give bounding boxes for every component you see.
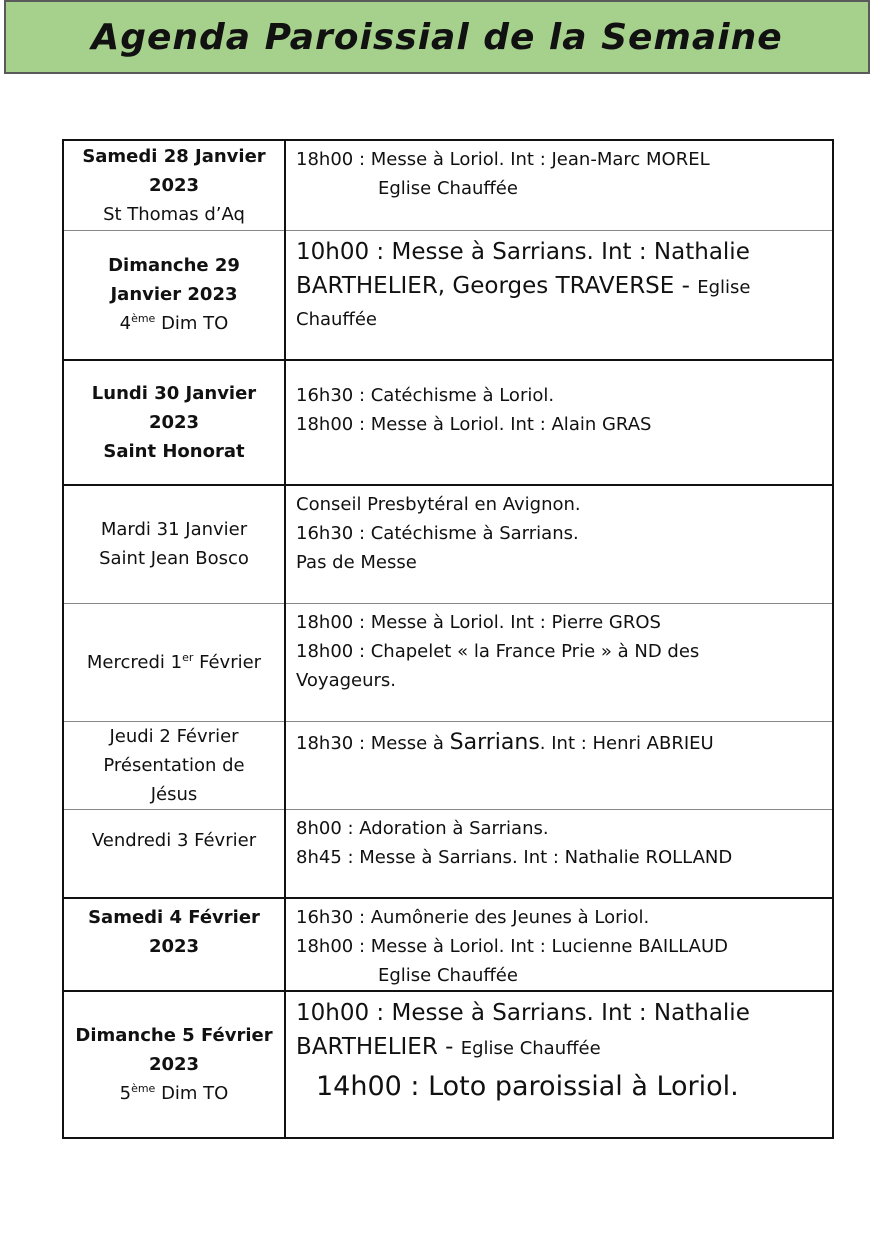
liturgy-suffix: ème [131,1082,156,1095]
day-label: Dimanche 29 [108,255,240,277]
event-cell [285,809,833,898]
event-line: 18h00 : Messe à Loriol. Int : Alain GRAS [296,414,652,435]
event-cell [285,360,833,485]
day-cell [63,721,285,809]
event-line: 18h00 : Messe à Loriol. Int : Pierre GROS [296,611,661,633]
event-cell [285,230,833,360]
day-label: Vendredi 3 Février [91,829,257,851]
day-cell [63,230,285,360]
liturgy-number: 4 [119,313,132,335]
event-line: Conseil Presbytéral en Avignon. [296,494,581,515]
event-text: 18h30 : Messe à [296,732,450,754]
event-line: 16h30 : Catéchisme à Sarrians. [296,523,579,544]
day-cell [63,140,285,230]
event-line [296,269,822,305]
event-line: Chauffée [296,308,377,330]
event-line: 18h00 : Chapelet « la France Prie » à ND des [296,640,700,662]
event-cell [285,140,833,230]
agenda-table [62,139,834,1139]
event-note: Eglise Chauffée [460,1038,601,1059]
event-line [296,1030,822,1066]
liturgy-label: Dim TO [155,313,229,335]
day-label: Mardi 31 Janvier [100,519,248,541]
day-saint: Saint Honorat [103,441,245,462]
table-row [63,140,833,230]
table-row [63,360,833,485]
liturgy-suffix: ème [131,312,156,326]
table-row [63,721,833,809]
day-saint: St Thomas d’Aq [103,203,245,225]
day-year: 2023 [148,174,200,196]
day-year: 2023 [148,1054,200,1075]
event-cell [285,485,833,603]
event-line: Voyageurs. [296,669,397,691]
day-text: Mercredi 1 [86,651,183,673]
event-highlight: 14h00 : Loto paroissial à Loriol. [316,1071,739,1102]
event-line [296,728,822,758]
day-cell [63,809,285,898]
day-label: Samedi 4 Février [88,907,260,928]
day-month: Février [193,651,262,673]
day-year: 2023 [148,936,200,957]
day-label: Lundi 30 Janvier [91,383,257,404]
event-line: 18h00 : Messe à Loriol. Int : Jean-Marc MOREL [296,149,710,170]
event-line: 10h00 : Messe à Sarrians. Int : Nathalie [296,1000,750,1026]
page-title: Agenda Paroissial de la Semaine [91,16,783,58]
event-line: 10h00 : Messe à Sarrians. Int : Nathalie [296,238,750,265]
event-text: BARTHELIER, Georges TRAVERSE - [296,272,698,299]
day-label: Samedi 28 Janvier [82,145,266,167]
day-cell [63,898,285,991]
day-cell [63,603,285,721]
event-place: Sarrians [449,729,540,755]
table-row [63,603,833,721]
day-liturgy [70,1079,278,1108]
event-line: 16h30 : Aumônerie des Jeunes à Loriol. [296,907,650,928]
day-suffix: er [182,650,194,664]
day-cell [63,991,285,1138]
event-line: 8h45 : Messe à Sarrians. Int : Nathalie ROLLAND [296,846,733,868]
day-cell [63,485,285,603]
table-row [63,809,833,898]
day-year: Janvier 2023 [110,284,238,306]
day-liturgy [70,309,278,338]
event-cell [285,898,833,991]
event-cell [285,603,833,721]
event-cell [285,991,833,1138]
table-row [63,230,833,360]
table-row [63,898,833,991]
event-line: Eglise Chauffée [378,965,518,986]
day-saint: Saint Jean Bosco [99,548,249,570]
day-label: Dimanche 5 Février [75,1025,273,1046]
day-cell [63,360,285,485]
title-banner [4,0,870,74]
day-label: Jeudi 2 Février [109,725,239,747]
event-line: Eglise Chauffée [378,178,518,199]
event-text: . Int : Henri ABRIEU [539,732,714,754]
event-cell [285,721,833,809]
event-line: 16h30 : Catéchisme à Loriol. [296,385,555,406]
day-feast: Présentation de [103,754,245,776]
event-line: 18h00 : Messe à Loriol. Int : Lucienne BAILLAUD [296,936,728,957]
table-row [63,991,833,1138]
event-text: BARTHELIER - [296,1034,461,1060]
event-line: 8h00 : Adoration à Sarrians. [296,817,549,839]
day-year: 2023 [148,412,200,433]
liturgy-number: 5 [119,1083,132,1104]
liturgy-label: Dim TO [155,1083,229,1104]
event-line: Pas de Messe [296,552,417,573]
day-label [70,648,278,677]
table-row [63,485,833,603]
event-note: Eglise [697,276,751,298]
day-feast-2: Jésus [150,783,198,805]
